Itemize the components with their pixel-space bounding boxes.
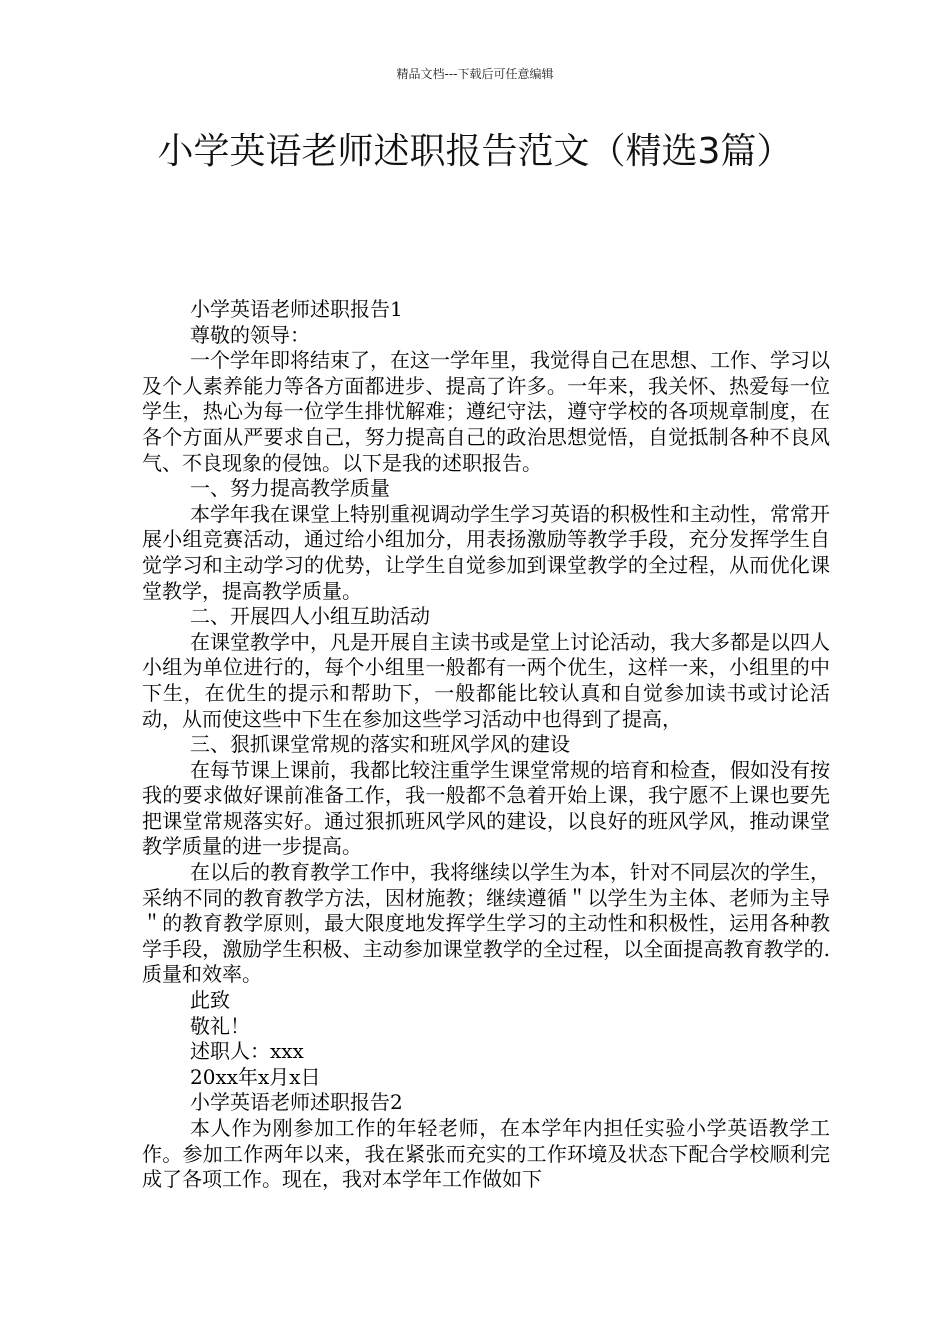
- body-line: 敬礼！: [190, 1013, 250, 1038]
- body-line: 20xx年x月x日: [190, 1064, 321, 1089]
- body-paragraph: 本人作为刚参加工作的年轻老师，在本学年内担任实验小学英语教学工作。参加工作两年以来，我在紧张而充实的工作环境及状态下配合学校顺利完成了各项工作。现在，我对本学年工作做如下: [142, 1116, 830, 1192]
- body-paragraph: 一个学年即将结束了，在这一学年里，我觉得自己在思想、工作、学习以及个人素养能力等各方面都进步、提高了许多。一年来，我关怀、热爱每一位学生，热心为每一位学生排忧解难；遵纪守法，遵守学校的各项规章制度，在各个方面从严要求自己，努力提高自己的政治思想觉悟，自觉抵制各种不良风气、不良现象的侵蚀。以下是我的述职报告。: [142, 348, 830, 475]
- body-line: 小学英语老师述职报告2: [190, 1090, 403, 1115]
- document-title: 小学英语老师述职报告范文（精选3篇）: [157, 131, 793, 172]
- body-paragraph: 在课堂教学中，凡是开展自主读书或是堂上讨论活动，我大多都是以四人小组为单位进行的，每个小组里一般都有一两个优生，这样一来，小组里的中下生，在优生的提示和帮助下，一般都能比较认真和自觉参加读书或讨论活动，从而使这些中下生在参加这些学习活动中也得到了提高，: [142, 629, 830, 731]
- body-line: 尊敬的领导：: [190, 322, 310, 347]
- body-line: 二、开展四人小组互助活动: [190, 604, 430, 629]
- body-line: 三、狠抓课堂常规的落实和班风学风的建设: [190, 732, 570, 757]
- document-body: [142, 297, 830, 1193]
- body-paragraph: 在每节课上课前，我都比较注重学生课堂常规的培育和检查，假如没有按我的要求做好课前准备工作，我一般都不急着开始上课，我宁愿不上课也要先把课堂常规落实好。通过狠抓班风学风的建设，以良好的班风学风，推动课堂教学质量的进一步提高。: [142, 757, 830, 859]
- body-line: 此致: [190, 988, 230, 1013]
- body-line: 一、努力提高教学质量: [190, 476, 390, 501]
- body-paragraph: 在以后的教育教学工作中，我将继续以学生为本，针对不同层次的学生，采纳不同的教育教学方法，因材施教；继续遵循＂以学生为主体、老师为主导＂的教育教学原则，最大限度地发挥学生学习的主动性和积极性，运用各种教学手段，激励学生积极、主动参加课堂教学的全过程，以全面提高教育教学的.质量和效率。: [142, 860, 830, 987]
- body-line: 小学英语老师述职报告1: [190, 297, 403, 321]
- body-paragraph: 本学年我在课堂上特别重视调动学生学习英语的积极性和主动性，常常开展小组竞赛活动，通过给小组加分，用表扬激励等教学手段，充分发挥学生自觉学习和主动学习的优势，让学生自觉参加到课堂教学的全过程，从而优化课堂教学，提高教学质量。: [142, 501, 830, 603]
- body-line: 述职人：xxx: [190, 1039, 304, 1064]
- header-note: 精品文档---下载后可任意编辑: [396, 67, 554, 81]
